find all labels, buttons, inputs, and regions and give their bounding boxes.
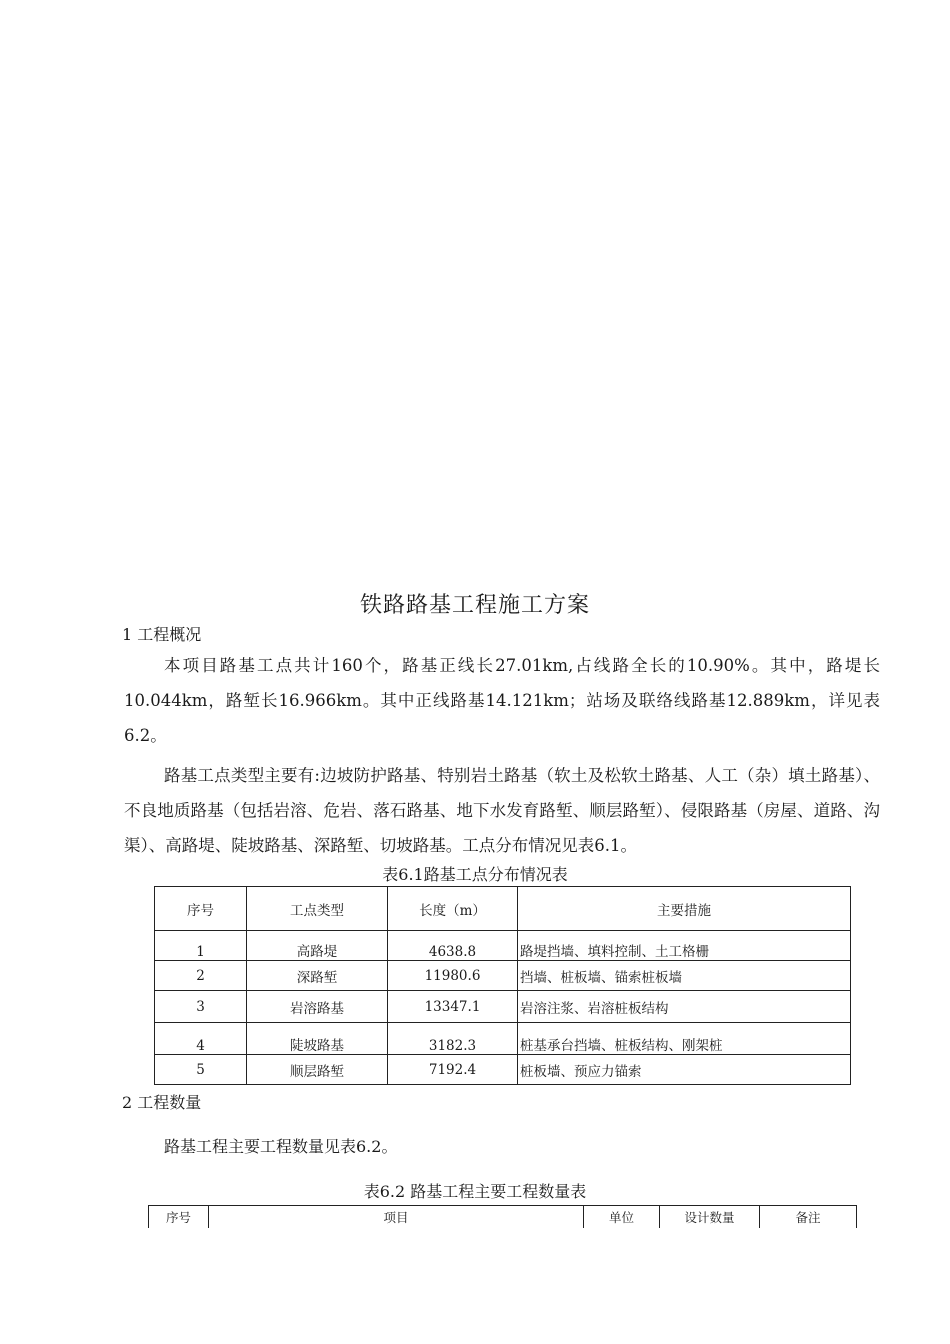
paragraph-overview: 本项目路基工点共计160个，路基正线长27.01km,占线路全长的10.90%。其中，路堤长10.044km，路堑长16.966km。其中正线路基14.121km；站场及联络线路基12.889km，详见表6.2。 xyxy=(124,656,880,745)
col-header-type: 工点类型 xyxy=(247,887,388,931)
col-header-unit: 单位 xyxy=(584,1206,660,1229)
col-header-no: 序号 xyxy=(155,887,247,931)
col-header-length: 长度（m） xyxy=(388,887,518,931)
table-row xyxy=(155,1023,851,1055)
cell-type: 深路堑 xyxy=(247,961,388,991)
table-header-row xyxy=(155,887,851,931)
col-header-item: 项目 xyxy=(209,1206,584,1229)
cell-type: 岩溶路基 xyxy=(247,991,388,1023)
col-header-design-qty: 设计数量 xyxy=(660,1206,760,1229)
cell-no: 1 xyxy=(155,931,247,961)
cell-length: 7192.4 xyxy=(388,1055,518,1085)
cell-length: 11980.6 xyxy=(388,961,518,991)
cell-measures: 挡墙、桩板墙、锚索桩板墙 xyxy=(518,961,851,991)
cell-no: 4 xyxy=(155,1023,247,1055)
cell-measures: 桩基承台挡墙、桩板结构、刚架桩 xyxy=(518,1023,851,1055)
cell-type: 高路堤 xyxy=(247,931,388,961)
paragraph-quantities: 路基工程主要工程数量见表6.2。 xyxy=(164,1137,398,1156)
table-row xyxy=(155,1055,851,1085)
table-6-1-caption: 表6.1路基工点分布情况表 xyxy=(382,865,568,884)
table-6-2 xyxy=(148,1205,857,1228)
paragraph-types: 路基工点类型主要有:边坡防护路基、特别岩土路基（软土及松软土路基、人工（杂）填土路基）、不良地质路基（包括岩溶、危岩、落石路基、地下水发育路堑、顺层路堑）、侵限路基（房屋、道路、沟渠）、高路堤、陡坡路基、深路堑、切坡路基。工点分布情况见表6.1。 xyxy=(124,766,880,855)
section-2-heading: 2 工程数量 xyxy=(122,1093,202,1112)
table-header-row xyxy=(149,1206,857,1229)
table-row xyxy=(155,961,851,991)
cell-no: 5 xyxy=(155,1055,247,1085)
cell-no: 2 xyxy=(155,961,247,991)
table-row xyxy=(155,931,851,961)
table-row xyxy=(155,991,851,1023)
page-title: 铁路路基工程施工方案 xyxy=(359,593,590,618)
cell-type: 陡坡路基 xyxy=(247,1023,388,1055)
table-6-2-caption: 表6.2 路基工程主要工程数量表 xyxy=(363,1182,587,1201)
cell-length: 3182.3 xyxy=(388,1023,518,1055)
col-header-remarks: 备注 xyxy=(760,1206,857,1229)
cell-length: 13347.1 xyxy=(388,991,518,1023)
cell-type: 顺层路堑 xyxy=(247,1055,388,1085)
cell-length: 4638.8 xyxy=(388,931,518,961)
table-6-1 xyxy=(154,886,851,1085)
cell-measures: 岩溶注浆、岩溶桩板结构 xyxy=(518,991,851,1023)
cell-measures: 桩板墙、预应力锚索 xyxy=(518,1055,851,1085)
section-1-heading: 1 工程概况 xyxy=(122,625,202,644)
cell-measures: 路堤挡墙、填料控制、土工格栅 xyxy=(518,931,851,961)
col-header-measures: 主要措施 xyxy=(518,887,851,931)
col-header-no: 序号 xyxy=(149,1206,209,1229)
cell-no: 3 xyxy=(155,991,247,1023)
